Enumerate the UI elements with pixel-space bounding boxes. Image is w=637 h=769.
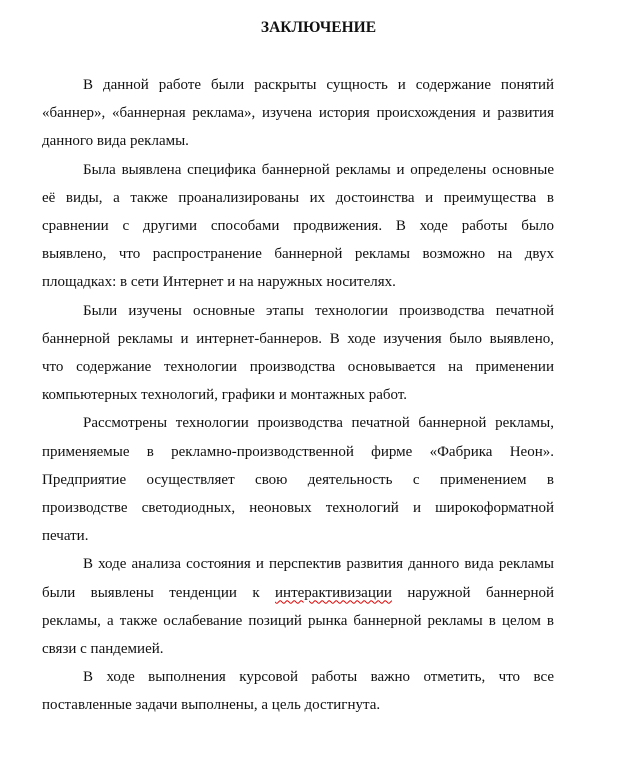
p4-line: производстве светодиодных, неоновых технологий и широкоформатной [42, 500, 554, 517]
p4-line: применяемые в рекламно-производственной фирме «Фабрика Неон». [42, 443, 554, 460]
document-body [42, 71, 554, 720]
p3-line: Были изучены основные этапы технологии производства печатной [83, 302, 554, 319]
p5-line [42, 579, 554, 607]
p3-line: что содержание технологии производства основывается на применении [42, 359, 554, 376]
p2-line: выявлено, что распространение баннерной рекламы возможно на двух [42, 246, 554, 263]
p5-text: наружной баннерной [407, 584, 555, 601]
p3-line: баннерной рекламы и интернет-баннеров. В ходе изучения было выявлено, [42, 330, 554, 347]
p5-line: рекламы, а также ослабевание позиций рынка баннерной рекламы в целом в [42, 612, 554, 629]
p4-line: Рассмотрены технологии производства печатной баннерной рекламы, [83, 415, 554, 432]
p2-line: Была выявлена специфика баннерной рекламы и определены основные [83, 161, 554, 178]
p2-line: её виды, а также проанализированы их достоинства и преимущества в [42, 189, 554, 206]
p4-line: Предприятие осуществляет свою деятельность с применением в [42, 471, 554, 488]
p5-line: связи с пандемией. [42, 641, 164, 658]
p6-line: поставленные задачи выполнены, а цель достигнута. [42, 697, 381, 714]
p2-line: площадках: в сети Интернет и на наружных носителях. [42, 274, 396, 291]
document-title: ЗАКЛЮЧЕНИЕ [260, 19, 377, 36]
misspelled-word[interactable]: интерактивизации [275, 584, 392, 601]
p4-line: печати. [42, 528, 89, 545]
p3-line: компьютерных технологий, графики и монтажных работ. [42, 387, 408, 404]
p5-text: были выявлены тенденции к [42, 584, 260, 601]
p1-line: В данной работе были раскрыты сущность и содержание понятий [83, 77, 554, 93]
p1-line: данного вида рекламы. [42, 133, 189, 150]
p1-line: «баннер», «баннерная реклама», изучена история происхождения и развития [42, 105, 554, 122]
p2-line: сравнении с другими способами продвижения. В ходе работы было [42, 218, 554, 235]
p5-line: В ходе анализа состояния и перспектив развития данного вида рекламы [83, 556, 554, 573]
p6-line: В ходе выполнения курсовой работы важно отметить, что все [83, 669, 554, 686]
